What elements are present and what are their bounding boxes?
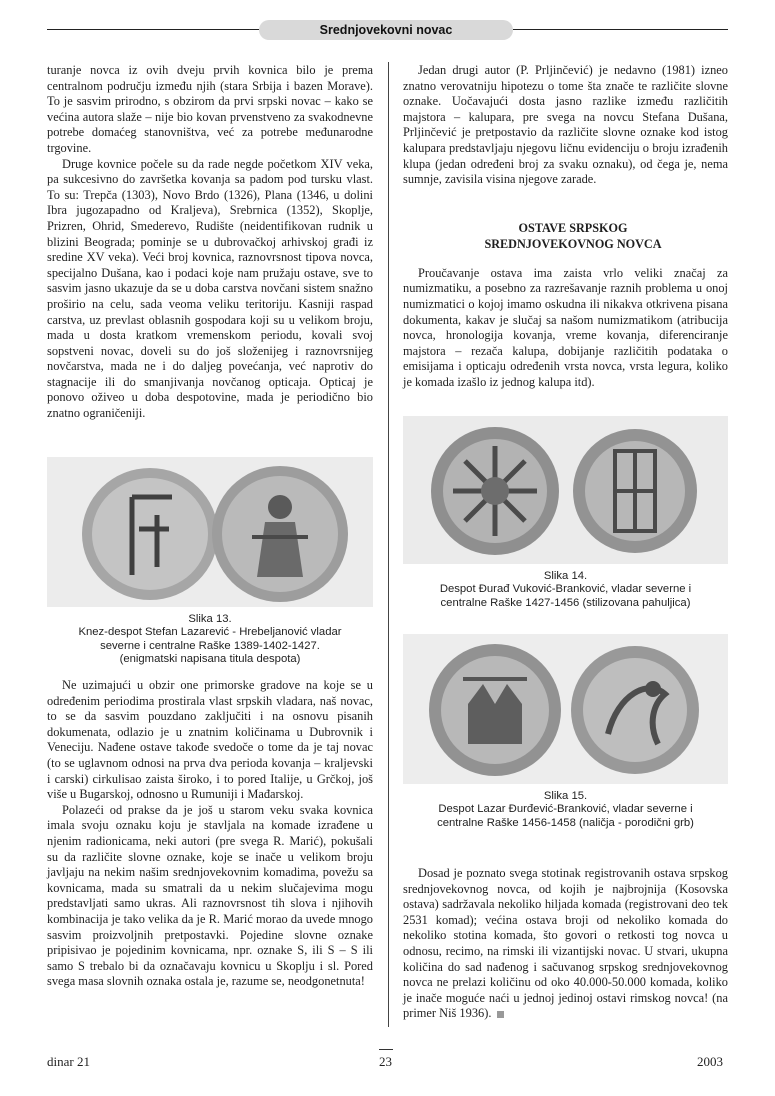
caption-line: Despot Đurađ Vuković-Branković, vladar severne i	[439, 583, 692, 596]
figure-14-caption	[403, 570, 728, 610]
caption-line: severne i centralne Raške 1389-1402-1427.	[100, 639, 320, 652]
right-column-lower	[403, 866, 728, 1022]
footer-page-rule	[379, 1049, 393, 1050]
body-paragraph: Ne uzimajući u obzir one primorske gradove na koje se u određenim periodima prostirala vlast srpskih vladara, naš novac, to se da sasvim pouzdano zaključiti i na osnovu pisanih dokumenata, odlazio je u znatnim količinama u Dubrovnik i Veneciju. Nađene ostave takođe svedoče o tome da je taj novac (to se uglavnom odnosi na prva dva perioda kovanja – kraljevski i carski) cirkulisao zaista široko, i to pored Italije, u Grčkoj, još više u Bugarskoj, odnosno u Rumuniji i Mađarskoj.	[47, 678, 373, 802]
body-paragraph: Jedan drugi autor (P. Prljinčević) je nedavno (1981) izneo znatno verovatniju hipotezu o tome šta znače te različite slovne oznake. Uočavajući dosta jasno razlike između različitih majstora – kalupara, pre svega na novcu Stefana Dušana, Prljinčević je pretpostavio da različite slovne oznake kod istog kalupara predstavljaju njegovu ličnu evidenciju o broju izrađenih klupa (jedan određeni broj za svaku oznaku), od čega je, nema sumnje, zavisila visina njegove zarade.	[403, 63, 728, 187]
body-paragraph: Druge kovnice počele su da rade negde početkom XIV veka, pa sukcesivno do završetka kovanja sa padom pod tursku vlast. To su: Trepča (1303), Novo Brdo (1326), Plana (1346, u dolini Ibra jugozapadno od Kraljeva), Srebrnica (1352), Skoplje, Prizren, Ohrid, Smederevo, Rudište (neidentifikovan rudnik u blizini Beograda; pominje se u dubrovačkoj arhivskoj građi iz sredine XV veka). Veći broj kovnica, raznovrsnost tipova novca, specijalno Dušana, kao i podaci koje nam pružaju ostave, sve to sasvim jasno ukazuje da se u doba carstva novčani sistem snažno proširio na celu, sada veoma veliku teritoriju. Kasniji raspad carstva, uz prevlast oblasnih gospodara koji su u velikom broju, mada u dosta kratkom vremenskom periodu, kovali svoj sopstveni novac, doveli su do još složenijeg i raznovrsnijeg novčarstva, mada ne i do daljeg povećanja, već naprotiv do stagnacije ili do smanjivanja novčanog opticaja. Opticaj je ponovo oživeo u doba despotovine, mada je periodično bio znatno ograničeniji.	[47, 156, 373, 421]
body-paragraph: turanje novca iz ovih dveju prvih kovnica bilo je prema centralnom području između njih (stara Srbija i bazen Morave). To je sasvim prirodno, s obzirom da prvi srpski novac – kako se većina autora slaže – nije bio kovan prvenstveno za svakodnevne potrebe domaćeg stanovništva, već za potrebe međunarodne trgovine.	[47, 63, 373, 155]
footer-journal: dinar 21	[47, 1054, 90, 1069]
figure-14-image	[403, 416, 728, 564]
left-column	[47, 63, 373, 422]
column-divider	[388, 62, 389, 1027]
figure-15-image	[403, 634, 728, 784]
caption-line: Despot Lazar Đurđević-Branković, vladar severne i	[438, 803, 693, 816]
caption-line: centralne Raške 1427-1456 (stilizovana pahuljica)	[440, 596, 691, 609]
left-column-lower	[47, 678, 373, 990]
footer-year: 2003	[697, 1054, 723, 1069]
header-rule-left	[47, 29, 259, 30]
body-paragraph	[403, 866, 728, 1022]
coin-photo	[403, 634, 728, 784]
caption-label: Slika 13.	[188, 613, 232, 625]
coin-photo	[47, 457, 373, 607]
caption-line: (enigmatski napisana titula despota)	[119, 653, 301, 666]
body-paragraph: Proučavanje ostava ima zaista vrlo veliki značaj za numizmatiku, a posebno za razrešavanje raznih problema u onoj numizmatici o kojoj imamo oskudna ili nikakva otkrivena pisana dokumenta, kakav je slučaj sa našom numizmatikom (atribucija novca, hronologija kovanja, vreme kovanja, diferenciranje majstora – rezača kalupa, dobijanje različitih podataka o emisijama i opticaju određenih vrsta novca, vrsta legura, koliko je komada izašlo iz jednog kalupa itd).	[403, 265, 728, 389]
figure-15-caption	[403, 790, 728, 830]
header-rule-right	[513, 29, 728, 30]
running-header: Srednjovekovni novac	[259, 20, 513, 40]
coin-photo	[403, 416, 728, 564]
caption-label: Slika 14.	[543, 570, 588, 582]
body-text: Dosad je poznato svega stotinak registrovanih ostava srpskog srednjovekovnog novca, od kojih je najbrojnija (Kosovska ostava) sadržavala nekoliko hiljada komada (registrovani deo tek 2531 komad); većina ostava broji od nekoliko komada do nekoliko stotina komada, što govori o retkosti tog novca u odnosu, recimo, na rimski ili vizantijski novac. U stvari, ukupna količina do sad nađenog i sačuvanog srpskog srednjovekovnog novca ne prelazi količinu od oko 40.000-50.000 komada, koliko je inače moguće naći u jednoj jedinoj ostavi rimskog novca! (na primer Niš 1936).	[403, 866, 728, 1021]
caption-line: Knez-despot Stefan Lazarević - Hrebeljanović vladar	[78, 626, 342, 639]
figure-13-image	[47, 457, 373, 607]
section-title: SREDNJOVEKOVNOG NOVCA	[484, 236, 662, 251]
page-number: 23	[379, 1054, 392, 1069]
caption-line: centralne Raške 1456-1458 (naličja - porodični grb)	[437, 816, 694, 829]
section-title: OSTAVE SRPSKOG	[518, 220, 628, 235]
body-paragraph: Polazeći od prakse da je još u starom veku svaka kovnica imala svoju oznaku koju je stavljala na komade izrađene u njenim radionicama, neki autori (pre svega R. Marić), pokušali su da različite slovne oznake, koje se inače u velikom broju javljaju na nekim našim srednjovekovnim komadima, povežu sa kovnicama, mada su smatrali da u nekim slučajevima mogu predstavljati samo ukras. Ali raznovrsnost tih slova i njihovih kombinacija je tako velika da je R. Marić morao da uvede mnogo sasvim proizvoljnih pretpostavki. Pojedine slovne oznake pripisivao je pojedinim kovnicama, npr. oznake S, ili S – S ili samo S trebalo bi da označavaju kovnicu u Skoplju i sl. Pored svega masa slovnih oznaka ostala je, razume se, neodgonetnuta!	[47, 802, 373, 989]
end-of-article-square-icon	[497, 1011, 504, 1018]
figure-13-caption	[47, 613, 373, 667]
caption-label: Slika 15.	[543, 790, 588, 802]
right-column	[403, 63, 728, 391]
